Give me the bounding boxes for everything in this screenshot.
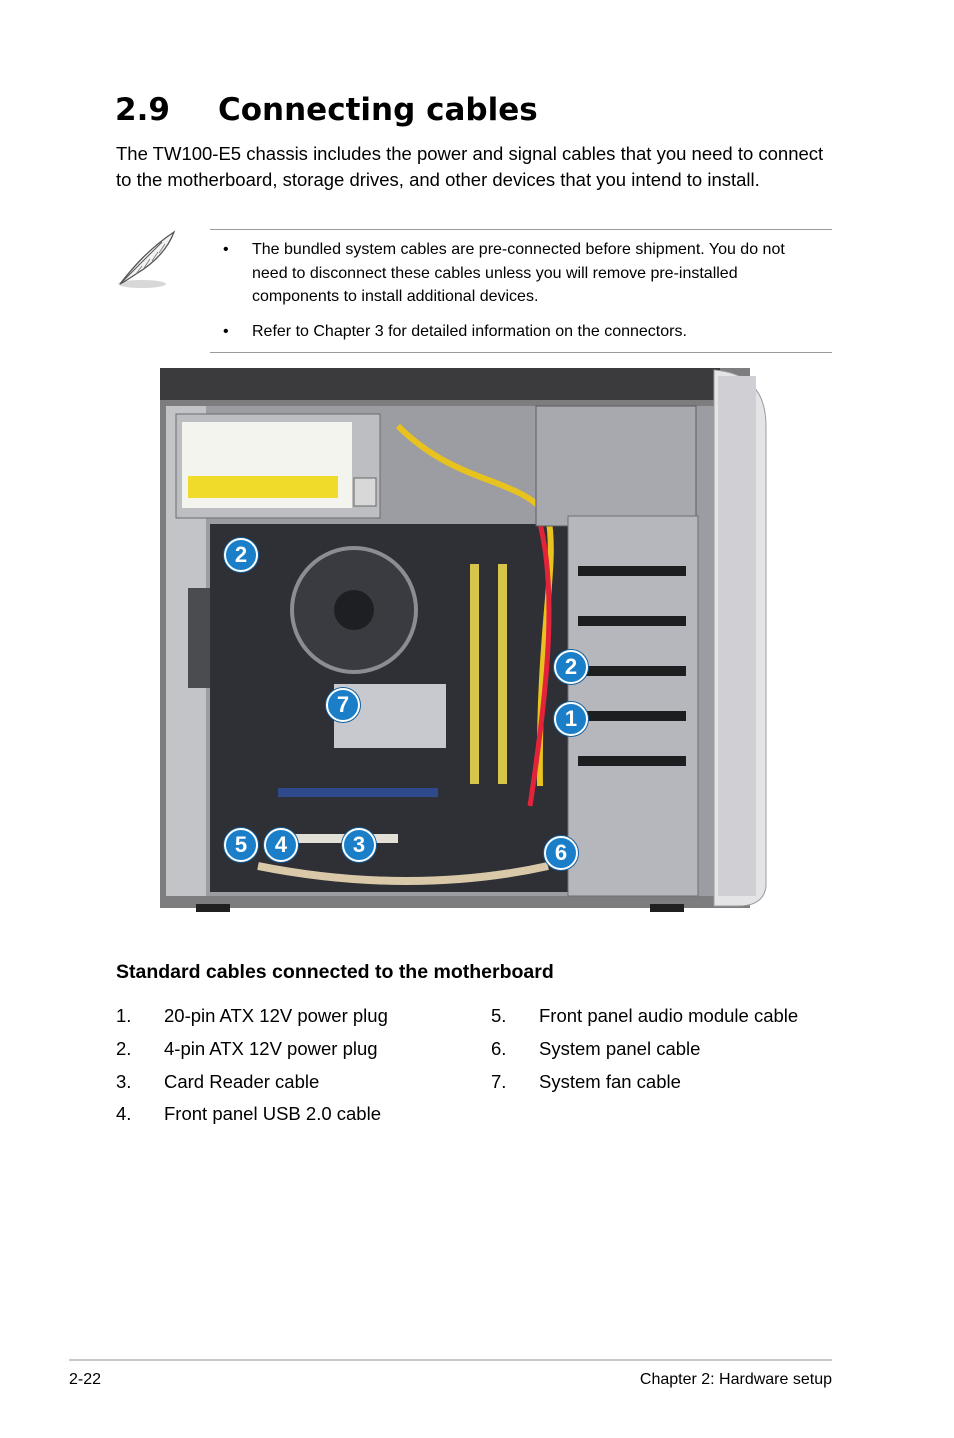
list-index: 6. bbox=[491, 1038, 507, 1059]
section-number: 2.9 bbox=[115, 92, 170, 128]
list-label: Front panel USB 2.0 cable bbox=[164, 1103, 381, 1124]
list-index: 1. bbox=[116, 1005, 132, 1026]
note-item bbox=[223, 238, 822, 309]
callout-1: 1 bbox=[554, 702, 588, 736]
quill-pen-icon bbox=[112, 226, 182, 292]
list-index: 4. bbox=[116, 1103, 132, 1124]
list-index: 2. bbox=[116, 1038, 132, 1059]
list-label: Front panel audio module cable bbox=[539, 1005, 799, 1026]
note-item bbox=[223, 320, 822, 344]
section-title-text: Connecting cables bbox=[218, 92, 538, 128]
callout-4: 4 bbox=[264, 828, 298, 862]
chapter-label: Chapter 2: Hardware setup bbox=[639, 1371, 832, 1388]
list-label: Card Reader cable bbox=[164, 1071, 320, 1092]
page-number: 2-22 bbox=[69, 1371, 102, 1388]
list-index: 3. bbox=[116, 1071, 132, 1092]
callout-2-20pin: 2 bbox=[554, 650, 588, 684]
callout-7: 7 bbox=[326, 688, 360, 722]
chassis-photo bbox=[158, 366, 770, 914]
list-label: 4-pin ATX 12V power plug bbox=[164, 1038, 378, 1059]
list-label: System fan cable bbox=[539, 1071, 681, 1092]
list-heading: Standard cables connected to the motherboard bbox=[116, 961, 554, 983]
callout-5: 5 bbox=[224, 828, 258, 862]
note-bullet: • bbox=[223, 323, 229, 340]
list-label: System panel cable bbox=[539, 1038, 701, 1059]
note-bullet: • bbox=[223, 241, 229, 258]
section-title bbox=[115, 88, 538, 132]
note-text: The bundled system cables are pre-connected before shipment. You do not need to disconnect these cables unless you will remove pre-installed components to install additional devices. bbox=[252, 241, 785, 305]
list-index: 7. bbox=[491, 1071, 507, 1092]
list-label: 20-pin ATX 12V power plug bbox=[164, 1005, 388, 1026]
callout-6: 6 bbox=[544, 836, 578, 870]
callout-3: 3 bbox=[342, 828, 376, 862]
list-index: 5. bbox=[491, 1005, 507, 1026]
note-box bbox=[210, 229, 832, 353]
note-text: Refer to Chapter 3 for detailed information on the connectors. bbox=[252, 323, 687, 340]
intro-paragraph: The TW100-E5 chassis includes the power and signal cables that you need to connect to the motherboard, storage drives, and other devices that you intend to install. bbox=[116, 143, 824, 190]
callout-2-4pin: 2 bbox=[224, 538, 258, 572]
footer-divider bbox=[69, 1359, 832, 1361]
